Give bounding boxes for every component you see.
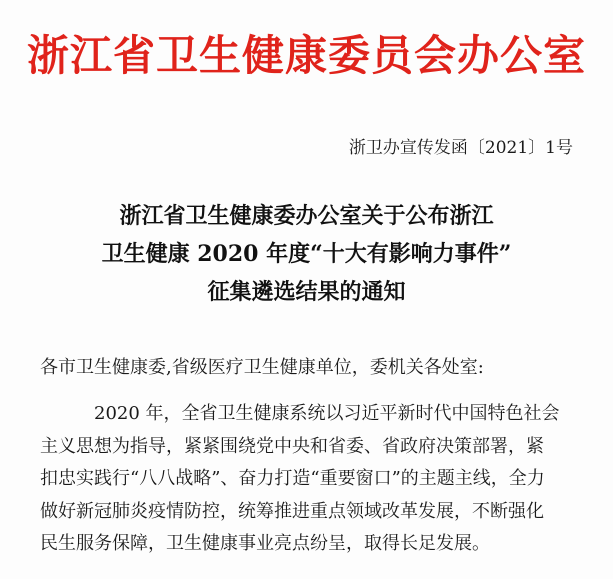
body-line-3: 扣忠实践行“八八战略”、奋力打造“重要窗口”的主题主线，全力: [40, 468, 545, 489]
body-line-5: 民生服务保障，卫生健康事业亮点纷呈，取得长足发展。: [40, 533, 490, 554]
document-title: [0, 197, 613, 311]
body-paragraph: [40, 398, 580, 561]
salutation: 各市卫生健康委,省级医疗卫生健康单位，委机关各处室:: [40, 357, 484, 378]
body-line-2: 主义思想为指导，紧紧围绕党中央和省委、省政府决策部署，紧: [40, 435, 544, 457]
document-number: 浙卫办宣传发函〔2021〕1号: [348, 138, 573, 158]
issuing-organization-header: 浙江省卫生健康委员会办公室: [26, 31, 586, 80]
document-title-line-2: 卫生健康 2020 年度“十大有影响力事件”: [101, 241, 512, 267]
document-title-line-1: 浙江省卫生健康委办公室关于公布浙江: [119, 203, 494, 229]
document-title-line-3: 征集遴选结果的通知: [207, 279, 406, 305]
body-line-1: 2020 年，全省卫生健康系统以习近平新时代中国特色社会: [94, 403, 560, 424]
body-line-4: 做好新冠肺炎疫情防控，统筹推进重点领域改革发展，不断强化: [40, 500, 544, 522]
